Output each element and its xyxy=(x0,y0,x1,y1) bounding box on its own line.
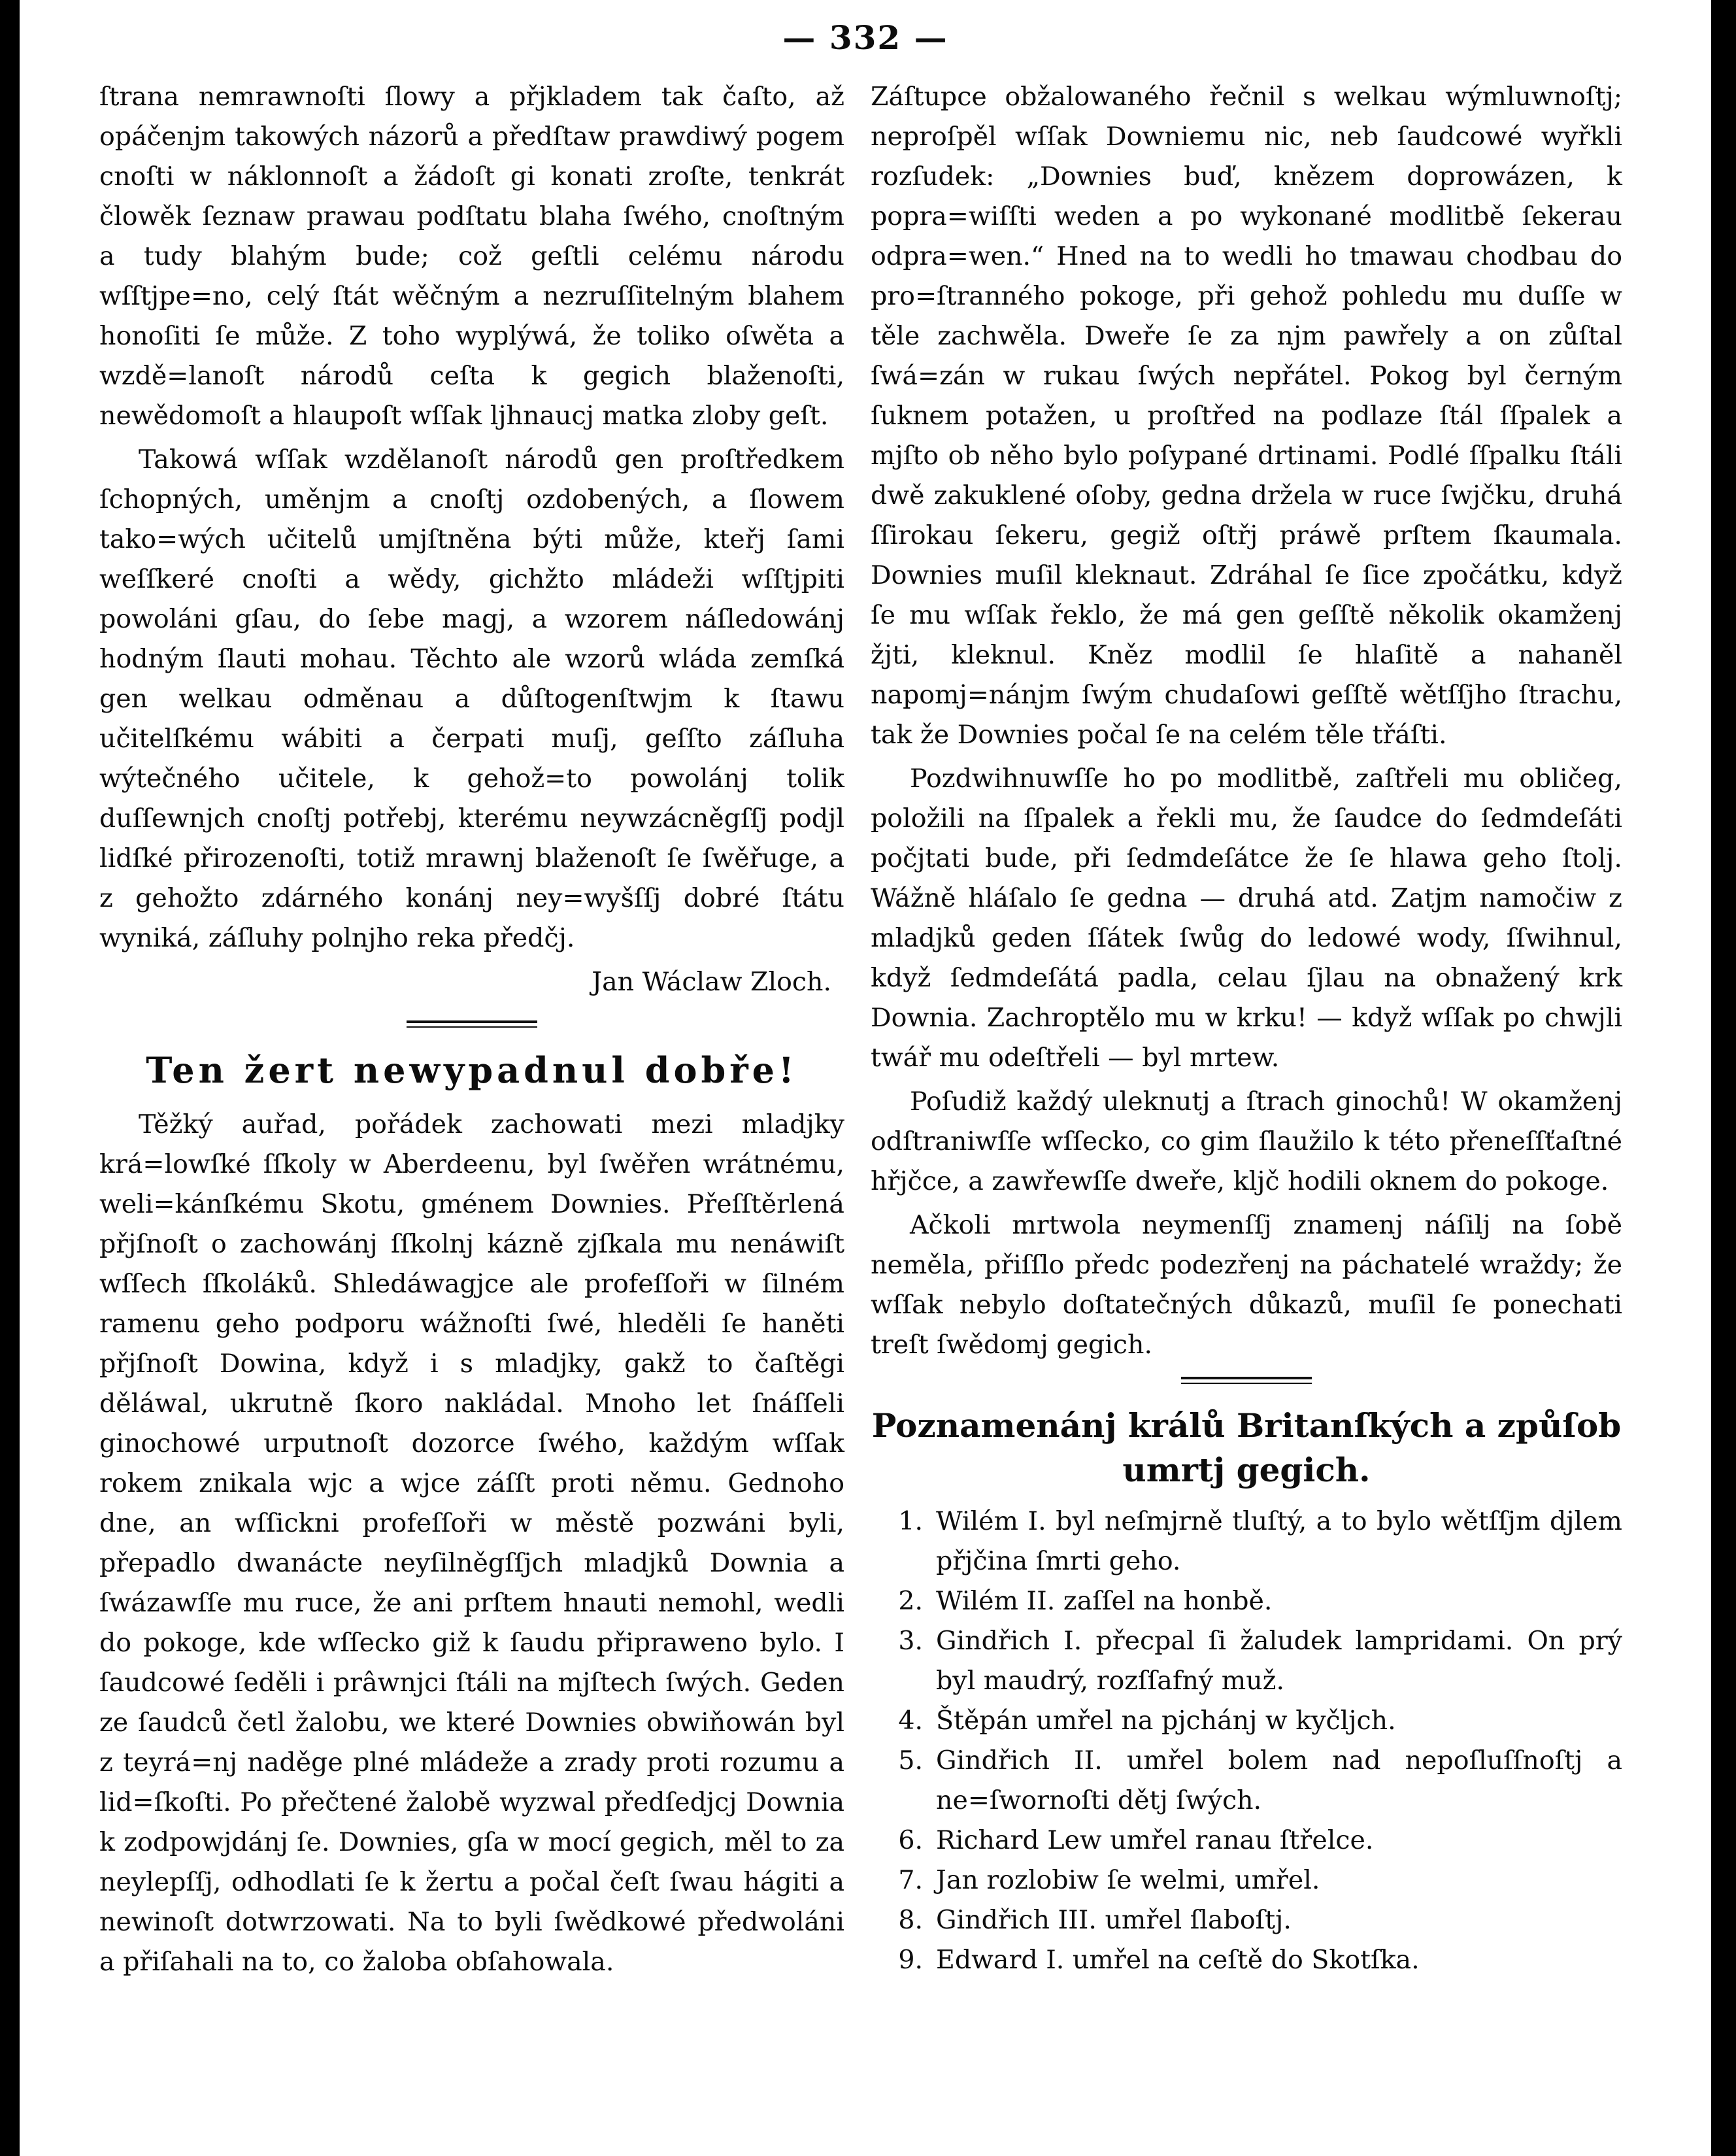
list-number: 9. xyxy=(898,1945,923,1975)
paragraph: Ačkoli mrtwola neymenſſj znamenj náſilj na ſobě neměla, přiſſlo předc podezřenj na páchatelé wraždy; že wſſak nebylo doſtatečných důkazů, muſil ſe ponechati treſt ſwědomj gegich. xyxy=(871,1210,1622,1360)
list-number: 2. xyxy=(898,1586,923,1616)
list-number: 7. xyxy=(898,1865,923,1895)
list-number: 8. xyxy=(898,1905,923,1935)
list-item xyxy=(871,1861,1622,1900)
paragraph: Pozdwihnuwſſe ho po modlitbě, zaſtřeli mu obličeg, položili na ſſpalek a řekli mu, že ſaudce do ſedmdeſáti počjtati bude, při ſedmdeſátce že ſe hlawa geho ſtolj. Wážně hláſalo ſe gedna — druhá atd. Zatjm namočiw z mladjků geden ſſátek ſwůg do ledowé wody, ſſwihnul, když ſedmdeſátá padla, celau ſjlau na obnažený krk Downia. Zachroptělo mu w krku! — když wſſak po chwjli twář mu odeſtřeli — byl mrtew. xyxy=(871,764,1622,1073)
list-item xyxy=(871,1821,1622,1861)
list-item xyxy=(871,1581,1622,1621)
kings-list xyxy=(871,1502,1622,1980)
list-number: 1. xyxy=(898,1506,923,1536)
list-text: Wilém II. zaſſel na honbě. xyxy=(936,1586,1273,1616)
list-text: Edward I. umřel na ceſtě do Skotſka. xyxy=(936,1945,1420,1975)
paragraph: ſtrana nemrawnoſti ſlowy a přjkladem tak čaſto, až opáčenjm takowých názorů a předſtaw prawdiwý pogem cnoſti w náklonnoſt a žádoſt gi konati zroſte, tenkrát člowěk ſeznaw prawau podſtatu blaha ſwého, cnoſtným a tudy blahým bude; což geſtli celému národu wſſtjpe=no, celý ſtát wěčným a nezruſſitelným blahem honoſiti ſe může. Z toho wyplýwá, že toliko oſwěta a wzdě=lanoſt národů ceſta k gegich blaženoſti, newědomoſt a hlaupoſt wſſak ljhnaucj matka zloby geſt. xyxy=(99,82,844,431)
list-title: Poznamenánj králů Britanſkých a způſob umrtj gegich. xyxy=(871,1406,1622,1489)
list-number: 3. xyxy=(898,1626,923,1656)
list-text: Richard Lew umřel ranau ſtřelce. xyxy=(936,1825,1374,1855)
author-signature: Jan Wáclaw Zloch. xyxy=(592,967,831,997)
story-title: Ten žert newypadnul dobře! xyxy=(146,1049,798,1091)
section-divider xyxy=(407,1020,537,1028)
paragraph: Poſudiž každý uleknutj a ſtrach ginochů! W okamženj odſtraniwſſe wſſecko, co gim ſlaužilo k této přeneſſťaſtné hřjčce, a zawřewſſe dweře, kljč hodili oknem do pokoge. xyxy=(871,1086,1622,1196)
list-item xyxy=(871,1940,1622,1980)
list-item xyxy=(871,1701,1622,1741)
section-divider xyxy=(1181,1377,1312,1384)
list-text: Gindřich II. umřel bolem nad nepoſluſſnoſtj a ne=ſwornoſti dětj ſwých. xyxy=(936,1745,1622,1815)
story-paragraph: Těžký auřad, pořádek zachowati mezi mladjky krá=lowſké ſſkoly w Aberdeenu, byl ſwěřen wrátnému, weli=kánſkému Skotu, gménem Downies. Přeſſtěrlená přjſnoſt o zachowánj ſſkolnj kázně zjſkala mu nenáwiſt wſſech ſſkoláků. Shledáwagjce ale profeſſoři w ſilném ramenu geho podporu wážnoſti ſwé, hleděli ſe haněti přjſnoſt Dowina, když i s mladjky, gakž to čaſtěgi děláwal, ukrutně ſkoro nakládal. Mnoho let ſnáſſeli ginochowé urputnoſt dozorce ſwého, každým wſſak rokem znikala wjc a wjce záſſt proti němu. Gednoho dne, an wſſickni profeſſoři w městě pozwáni byli, přepadlo dwanácte neyſilněgſſjch mladjků Downia a ſwázawſſe mu ruce, že ani prſtem hnauti nemohl, wedli do pokoge, kde wſſecko giž k ſaudu připraweno bylo. I ſaudcowé ſeděli i prâwnjci ſtáli na mjſtech ſwých. Geden ze ſaudců četl žalobu, we které Downies obwiňowán byl z teyrá=nj naděge plné mládeže a zrady proti rozumu a lid=ſkoſti. Po přečtené žalobě wyzwal předſedjcj Downia k zodpowjdánj ſe. Downies, gſa w mocí gegich, měl to za neylepſſj, odhodlati ſe k žertu a počal čeſt ſwau hágiti a newinoſt dotwrzowati. Na to byli ſwědkowé předwoláni a přiſahali na to, co žaloba obſahowala. xyxy=(99,1109,844,1977)
list-text: Wilém I. byl neſmjrně tluſtý, a to bylo wětſſjm djlem přjčina ſmrti geho. xyxy=(936,1506,1622,1576)
list-text: Jan rozlobiw ſe welmi, umřel. xyxy=(936,1865,1320,1895)
page-number: — 332 — xyxy=(782,18,948,57)
list-number: 6. xyxy=(898,1825,923,1855)
list-text: Štěpán umřel na pjchánj w kyčljch. xyxy=(936,1706,1396,1736)
left-column xyxy=(99,77,844,1986)
list-item xyxy=(871,1621,1622,1701)
newspaper-page xyxy=(20,0,1711,2156)
paragraph: Záſtupce obžalowaného řečnil s welkau wýmluwnoſtj; neproſpěl wſſak Downiemu nic, neb ſaudcowé wyřkli rozſudek: „Downies buď, knězem doprowázen, k popra=wiſſti weden a po wykonané modlitbě ſekerau odpra=wen.“ Hned na to wedli ho tmawau chodbau do pro=ſtranného pokoge, při gehož pohledu mu duſſe w těle zachwěla. Dweře ſe za njm pawřely a on zůſtal ſwá=zán w rukau ſwých nepřátel. Pokog byl černým ſuknem potažen, u proſtřed na podlaze ſtál ſſpalek a mjſto ob něho bylo poſypané drtinami. Podlé ſſpalku ſtáli dwě zakuklené oſoby, gedna držela w ruce ſwjčku, druhá ſſirokau ſekeru, gegiž oſtřj práwě prſtem ſkaumala. Downies muſil kleknaut. Zdráhal ſe ſice zpočátku, když ſe mu wſſak řeklo, že má gen geſſtě několik okamženj žjti, kleknul. Kněz modlil ſe hlaſitě a nahaněl napomj=nánjm ſwým chudaſowi geſſtě wětſſjho ſtrachu, tak že Downies počal ſe na celém těle třáſti. xyxy=(871,82,1622,750)
list-item xyxy=(871,1502,1622,1581)
right-column xyxy=(871,77,1622,1980)
list-text: Gindřich III. umřel ſlaboſtj. xyxy=(936,1905,1292,1935)
list-item xyxy=(871,1900,1622,1940)
list-item xyxy=(871,1741,1622,1821)
paragraph: Takowá wſſak wzdělanoſt národů gen proſtředkem ſchopných, uměnjm a cnoſtj ozdobených, a ſlowem tako=wých učitelů umjſtněna býti může, kteřj ſami weſſkeré cnoſti a wědy, gichžto mládeži wſſtjpiti powoláni gſau, do ſebe magj, a wzorem náſledowánj hodným ſlauti mohau. Těchto ale wzorů wláda zemſká gen welkau odměnau a důſtogenſtwjm k ſtawu učitelſkému wábiti a čerpati muſj, geſſto záſluha wýtečného učitele, k gehož=to powolánj tolik duſſewnjch cnoſtj potřebj, kterému neywzácněgſſj podjl lidſké přirozenoſti, totiž mrawnj blaženoſt ſe ſwěřuge, a z gehožto zdárného konánj ney=wyšſſj dobré ſtátu wyniká, záſluhy polnjho reka předčj. xyxy=(99,445,844,953)
list-number: 5. xyxy=(898,1745,923,1776)
list-text: Gindřich I. přecpal ſi žaludek lampridami. On prý byl maudrý, rozſſafný muž. xyxy=(936,1626,1622,1696)
list-number: 4. xyxy=(898,1706,923,1736)
